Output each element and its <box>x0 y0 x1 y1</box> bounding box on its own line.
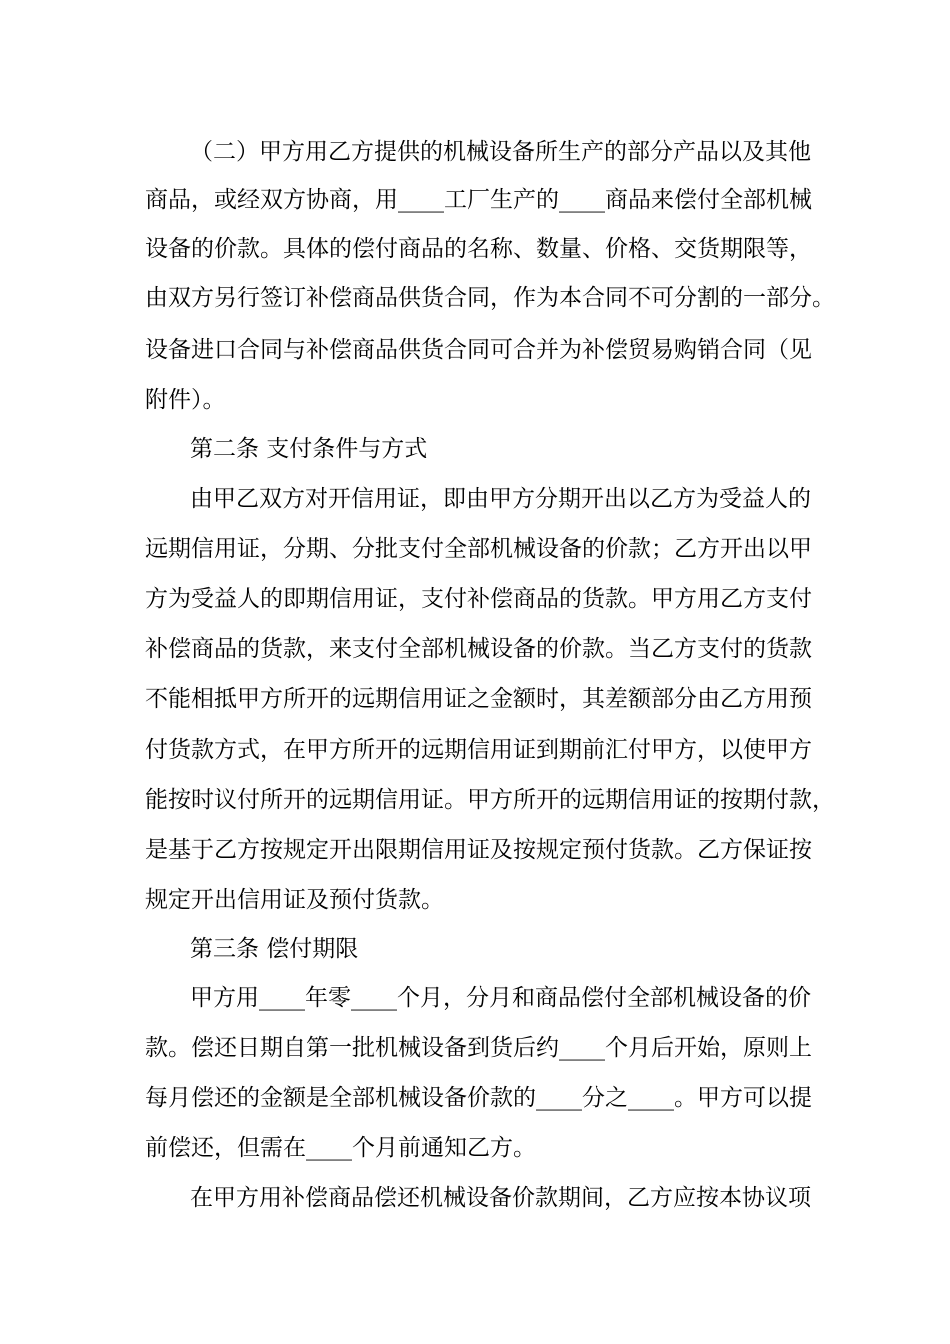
paragraph-line: 款。偿还日期自第一批机械设备到货后约____个月后开始，原则上 <box>145 1035 812 1061</box>
section-heading: 第三条 偿付期限 <box>190 936 359 962</box>
paragraph-line: （二）甲方用乙方提供的机械设备所生产的部分产品以及其他 <box>190 139 811 165</box>
paragraph-line: 规定开出信用证及预付货款。 <box>145 887 444 913</box>
paragraph-line: 商品，或经双方协商，用____工厂生产的____商品来偿付全部机械 <box>145 187 812 213</box>
paragraph-line: 设备进口合同与补偿商品供货合同可合并为补偿贸易购销合同（见 <box>145 337 812 363</box>
paragraph-line: 由双方另行签订补偿商品供货合同，作为本合同不可分割的一部分。 <box>145 285 835 311</box>
paragraph-line: 远期信用证，分期、分批支付全部机械设备的价款；乙方开出以甲 <box>145 536 812 562</box>
paragraph-line: 付货款方式，在甲方所开的远期信用证到期前汇付甲方，以使甲方 <box>145 737 812 763</box>
paragraph-line: 能按时议付所开的远期信用证。甲方所开的远期信用证的按期付款， <box>145 787 835 813</box>
paragraph-line: 在甲方用补偿商品偿还机械设备价款期间，乙方应按本协议项 <box>190 1185 811 1211</box>
paragraph-line: 附件）。 <box>145 387 226 413</box>
paragraph-line: 设备的价款。具体的偿付商品的名称、数量、价格、交货期限等， <box>145 236 812 262</box>
section-heading: 第二条 支付条件与方式 <box>190 436 428 462</box>
paragraph-line: 不能相抵甲方所开的远期信用证之金额时，其差额部分由乙方用预 <box>145 686 812 712</box>
paragraph-line: 甲方用____年零____个月，分月和商品偿付全部机械设备的价 <box>190 985 811 1011</box>
paragraph-line: 由甲乙双方对开信用证，即由甲方分期开出以乙方为受益人的 <box>190 486 811 512</box>
paragraph-line: 前偿还，但需在____个月前通知乙方。 <box>145 1135 536 1161</box>
paragraph-line: 补偿商品的货款，来支付全部机械设备的价款。当乙方支付的货款 <box>145 636 812 662</box>
paragraph-line: 每月偿还的金额是全部机械设备价款的____分之____。甲方可以提 <box>145 1085 812 1111</box>
paragraph-line: 是基于乙方按规定开出限期信用证及按规定预付货款。乙方保证按 <box>145 837 812 863</box>
paragraph-line: 方为受益人的即期信用证，支付补偿商品的货款。甲方用乙方支付 <box>145 586 812 612</box>
